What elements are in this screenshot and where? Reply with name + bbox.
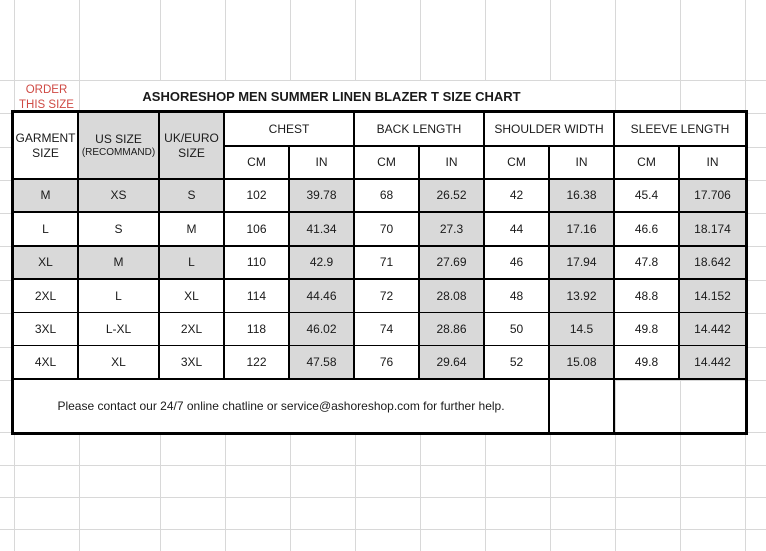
header-chest: CHEST xyxy=(225,113,355,147)
header-garment-line2: SIZE xyxy=(32,145,59,160)
measurement-cell: 28.08 xyxy=(420,280,485,313)
uk-euro-size-cell: M xyxy=(160,213,225,246)
header-shoulder-width: SHOULDER WIDTH xyxy=(485,113,615,147)
us-size-cell: M xyxy=(79,247,160,280)
measurement-cell: 45.4 xyxy=(615,180,680,213)
size-chart-title: ASHORESHOP MEN SUMMER LINEN BLAZER T SIZE CHART xyxy=(80,81,615,112)
measurement-cell: 102 xyxy=(225,180,290,213)
measurement-cell: 52 xyxy=(485,346,550,379)
unit-back-cm: CM xyxy=(355,147,420,180)
measurement-cell: 17.16 xyxy=(550,213,615,246)
unit-back-in: IN xyxy=(420,147,485,180)
measurement-cell: 106 xyxy=(225,213,290,246)
uk-euro-size-cell: L xyxy=(160,247,225,280)
measurement-cell: 122 xyxy=(225,346,290,379)
measurement-cell: 14.5 xyxy=(550,313,615,346)
measurement-cell: 29.64 xyxy=(420,346,485,379)
measurement-cell: 16.38 xyxy=(550,180,615,213)
unit-sleeve-cm: CM xyxy=(615,147,680,180)
garment-size-cell: 2XL xyxy=(14,280,79,313)
measurement-cell: 114 xyxy=(225,280,290,313)
unit-shoulder-in: IN xyxy=(550,147,615,180)
header-us-line2: (RECOMMAND) xyxy=(81,146,156,158)
measurement-cell: 44.46 xyxy=(290,280,355,313)
footer-spacer-cell xyxy=(550,380,615,432)
measurement-cell: 74 xyxy=(355,313,420,346)
measurement-cell: 15.08 xyxy=(550,346,615,379)
measurement-cell: 76 xyxy=(355,346,420,379)
measurement-cell: 47.58 xyxy=(290,346,355,379)
order-note-line2: THIS SIZE xyxy=(19,99,74,111)
measurement-cell: 47.8 xyxy=(615,247,680,280)
header-us-size xyxy=(79,113,160,180)
measurement-cell: 41.34 xyxy=(290,213,355,246)
measurement-cell: 48.8 xyxy=(615,280,680,313)
measurement-cell: 18.174 xyxy=(680,213,745,246)
measurement-cell: 27.69 xyxy=(420,247,485,280)
order-note-line1: ORDER xyxy=(25,84,68,96)
measurement-cell: 42.9 xyxy=(290,247,355,280)
measurement-cell: 14.442 xyxy=(680,346,745,379)
footer-empty-area xyxy=(615,380,745,432)
measurement-cell: 50 xyxy=(485,313,550,346)
header-us-line1: US SIZE xyxy=(95,132,142,147)
header-sleeve-length: SLEEVE LENGTH xyxy=(615,113,745,147)
measurement-cell: 46 xyxy=(485,247,550,280)
measurement-cell: 17.706 xyxy=(680,180,745,213)
measurement-cell: 46.6 xyxy=(615,213,680,246)
measurement-cell: 42 xyxy=(485,180,550,213)
size-chart-table xyxy=(11,110,748,435)
measurement-cell: 27.3 xyxy=(420,213,485,246)
uk-euro-size-cell: 3XL xyxy=(160,346,225,379)
unit-chest-in: IN xyxy=(290,147,355,180)
measurement-cell: 13.92 xyxy=(550,280,615,313)
gridline-horizontal xyxy=(0,497,766,498)
measurement-cell: 49.8 xyxy=(615,346,680,379)
header-uk-euro-size xyxy=(160,113,225,180)
measurement-cell: 70 xyxy=(355,213,420,246)
garment-size-cell: 4XL xyxy=(14,346,79,379)
order-this-size-note xyxy=(15,81,78,112)
measurement-cell: 49.8 xyxy=(615,313,680,346)
measurement-cell: 46.02 xyxy=(290,313,355,346)
garment-size-cell: L xyxy=(14,213,79,246)
unit-sleeve-in: IN xyxy=(680,147,745,180)
measurement-cell: 17.94 xyxy=(550,247,615,280)
header-back-length: BACK LENGTH xyxy=(355,113,485,147)
uk-euro-size-cell: XL xyxy=(160,280,225,313)
measurement-cell: 118 xyxy=(225,313,290,346)
us-size-cell: L xyxy=(79,280,160,313)
header-garment-line1: GARMENT xyxy=(15,131,76,146)
garment-size-cell: 3XL xyxy=(14,313,79,346)
unit-chest-cm: CM xyxy=(225,147,290,180)
header-uk-line1: UK/EURO xyxy=(164,131,219,146)
measurement-cell: 68 xyxy=(355,180,420,213)
measurement-cell: 14.152 xyxy=(680,280,745,313)
gridline-horizontal xyxy=(0,465,766,466)
uk-euro-size-cell: S xyxy=(160,180,225,213)
measurement-cell: 44 xyxy=(485,213,550,246)
gridline-horizontal xyxy=(0,529,766,530)
us-size-cell: XS xyxy=(79,180,160,213)
measurement-cell: 72 xyxy=(355,280,420,313)
measurement-cell: 18.642 xyxy=(680,247,745,280)
garment-size-cell: XL xyxy=(14,247,79,280)
measurement-cell: 71 xyxy=(355,247,420,280)
uk-euro-size-cell: 2XL xyxy=(160,313,225,346)
header-uk-line2: SIZE xyxy=(178,145,205,160)
us-size-cell: L-XL xyxy=(79,313,160,346)
measurement-cell: 14.442 xyxy=(680,313,745,346)
garment-size-cell: M xyxy=(14,180,79,213)
measurement-cell: 39.78 xyxy=(290,180,355,213)
us-size-cell: XL xyxy=(79,346,160,379)
header-garment-size xyxy=(14,113,79,180)
measurement-cell: 110 xyxy=(225,247,290,280)
measurement-cell: 26.52 xyxy=(420,180,485,213)
us-size-cell: S xyxy=(79,213,160,246)
unit-shoulder-cm: CM xyxy=(485,147,550,180)
measurement-cell: 48 xyxy=(485,280,550,313)
footer-contact-note: Please contact our 24/7 online chatline or service@ashoreshop.com for further help. xyxy=(14,380,550,432)
measurement-cell: 28.86 xyxy=(420,313,485,346)
